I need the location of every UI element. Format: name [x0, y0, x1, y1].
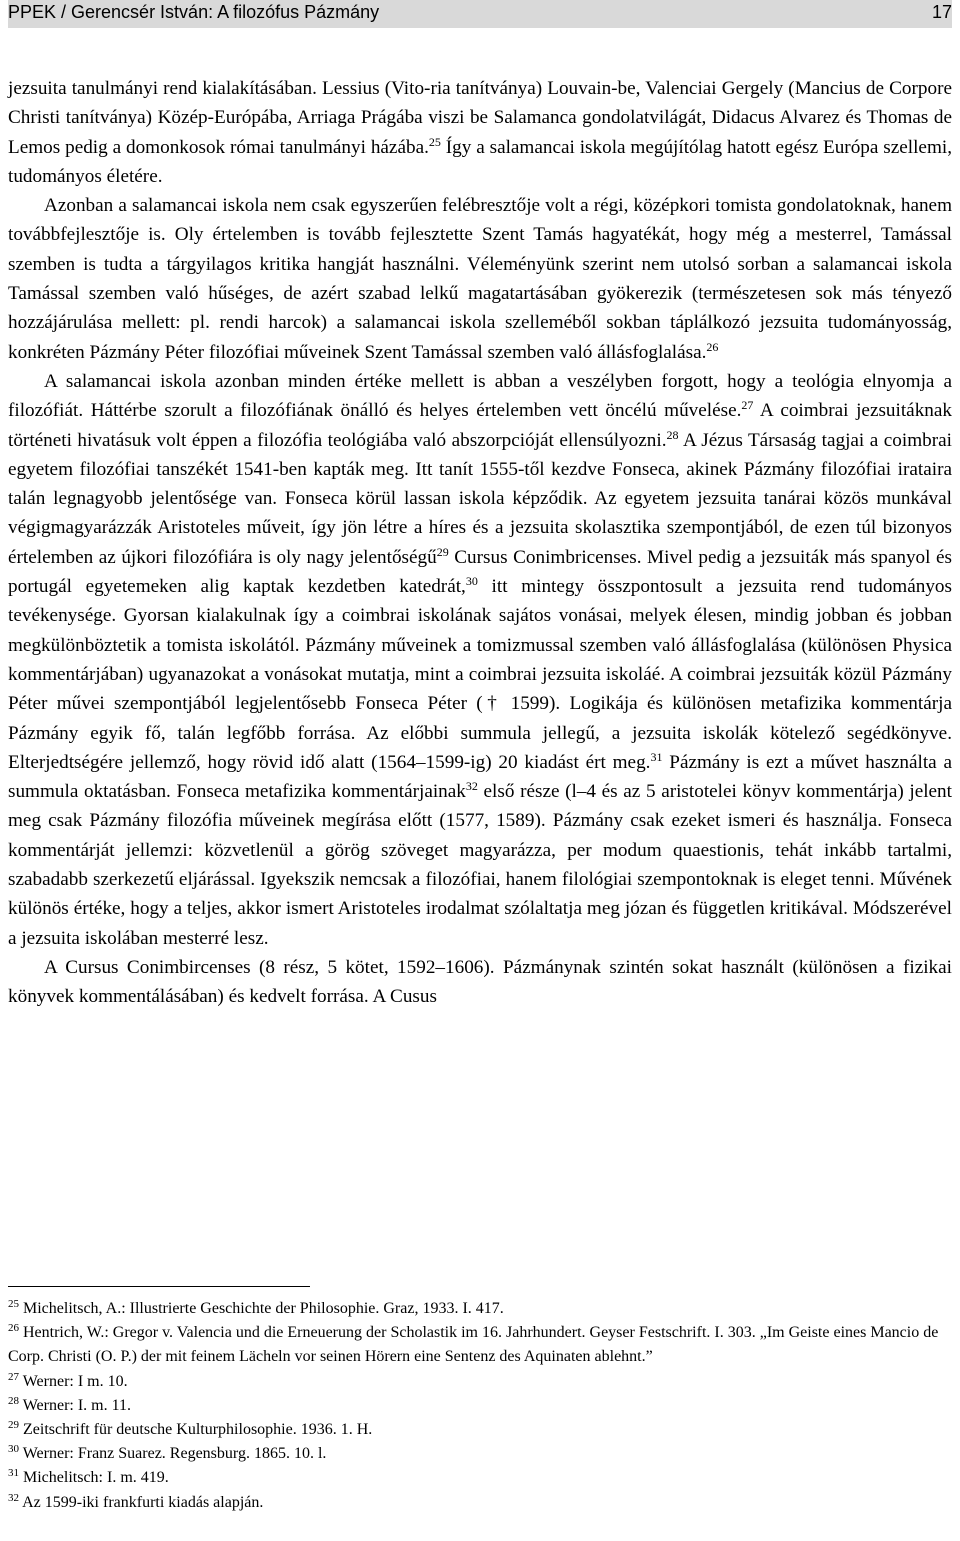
footnote-ref[interactable]: 25 [428, 134, 441, 149]
footnote [8, 1466, 952, 1490]
paragraph [8, 953, 952, 1012]
footnote-ref[interactable]: 27 [741, 398, 754, 413]
footnote-number: 28 [8, 1394, 19, 1407]
paragraph-text: Cursus Conimbricenses. Mivel pedig a jezsuiták más spanyol és portugál egyetemeken alig kaptak kezdetben katedrát, [8, 546, 952, 598]
footnote [8, 1491, 952, 1515]
footnote-ref[interactable]: 31 [650, 749, 663, 764]
footnote [8, 1370, 952, 1394]
paragraph-text: A Cursus Conimbircenses (8 rész, 5 kötet, 1592–1606). Pázmánynak szintén sokat használt (különösen a fizikai könyvek kommentálásában) és kedvelt forrása. A Cusus [8, 956, 952, 1008]
footnote-ref[interactable]: 32 [465, 779, 478, 794]
body-text [8, 74, 952, 1012]
footnote-ref[interactable]: 26 [706, 339, 719, 354]
footnote-separator [8, 1286, 310, 1287]
footnote [8, 1321, 952, 1369]
paragraph-text: Pázmány is ezt a művet használta a summula oktatásban. Fonseca metafizika kommentárjainak [8, 751, 952, 803]
paragraph [8, 191, 952, 367]
footnote-text: Werner: I m. 10. [22, 1372, 128, 1390]
footnotes [8, 1297, 952, 1515]
footnote-text: Michelitsch, A.: Illustrierte Geschichte der Philosophie. Graz, 1933. I. 417. [23, 1300, 504, 1317]
paragraph [8, 74, 952, 191]
footnote-text: Az 1599-iki frankfurti kiadás alapján. [22, 1493, 264, 1511]
paragraph-text: Így a salamancai iskola megújítólag hatott egész Európa szellemi, tudományos életére. [8, 136, 953, 187]
page-header [8, 0, 952, 28]
footnote-ref[interactable]: 30 [465, 574, 478, 589]
footnote [8, 1418, 952, 1442]
footnote-number: 29 [8, 1419, 19, 1432]
paragraph [8, 367, 952, 953]
footnote-number: 26 [8, 1322, 19, 1335]
footnote-text: Hentrich, W.: Gregor v. Valencia und die Erneuerung der Scholastik im 16. Jahrhundert. Geyser Festschrift. I. 303. „Im Geiste eines Mancio de Corp. Christi (O. P.) der mit feinem Lächeln vor seinen Hörern eine Sentenz des Aquinaten ablehnt.” [8, 1324, 939, 1366]
footnote-number: 31 [8, 1467, 19, 1480]
paragraph-text: első része (l–4 és az 5 aristotelei könyv kommentárja) jelent meg csak Pázmány filozófia műveinek megírása előtt (1577, 1589). Pázmány csak ezeket ismeri és használja. Fonseca kommentárját jellemzi: közvetlenül a görög szöveget magyarázza, per modum quaestionis, tehát inkább tartalmi, szabadabb szerkezetű eljárással. Igyekszik nemcsak a filozófiai, hanem filológiai szempontoknak is eleget tenni. Művének különös értéke, hogy a teljes, akkor ismert Aristoteles irodalmat szólaltatja meg józan és független kritikával. Módszerével a jezsuita iskolában mesterré lesz. [8, 781, 952, 949]
paragraph-text: itt mintegy összpontosult a jezsuita rend tudományos tevékenysége. Gyorsan kialakulnak így a coimbrai iskolának sajátos vonásai, melyek élesen, mindig jobban és jobban megkülönböztetik a tomista iskolától. Pázmány műveinek a tomizmussal szemben való állásfoglalása (különösen Physica kommentárjában) ugyanazokat a vonásokat mutatja, mint a coimbrai jezsuita iskoláé. A coimbrai jezsuiták közül Pázmány Péter művei szempontjából legjelentősebb Fonseca Péter († 1599). Logikája és különösen metafizika kommentárja Pázmány egyik fő, talán legfőbb forrása. Az előbbi summula jellegű, a jezsuita iskolák kötelező segédkönyve. Elterjedtségére jellemző, hogy rövid idő alatt (1564–1599-ig) 20 kiadást ért meg. [8, 576, 952, 773]
paragraph-text: jezsuita tanulmányi rend kialakításában. Lessius (Vito-ria tanítványa) Louvain-be, Valenciai Gergely (Mancius de Corpore Christi tanítványa) Közép-Európába, Arriaga Prágába viszi be Salamanca gondolatvilágát, Didacus Alvarez és Thomas de Lemos pedig a domonkosok római tanulmányi házába. [8, 78, 952, 158]
footnote-ref[interactable]: 29 [436, 544, 449, 559]
footnote-number: 32 [8, 1491, 19, 1504]
footnote-ref[interactable]: 28 [666, 427, 679, 442]
footnote-number: 27 [8, 1370, 19, 1383]
page-number: 17 [931, 2, 952, 22]
footnote-text: Zeitschrift für deutsche Kulturphilosophie. 1936. 1. H. [23, 1421, 373, 1439]
footnote-text: Werner: I. m. 11. [22, 1396, 132, 1414]
paragraph-text: A Jézus Társaság tagjai a coimbrai egyetem filozófiai tanszékét 1541-ben kapták meg. Itt tanít 1555-től kezdve Fonseca, akinek Pázmány filozófiai irataira talán legnagyobb jelentősége van. Fonseca körül lassan iskola képződik. Az egyetem jezsuita tanárai közös munkával végigmagyarázzák Aristoteles műveit, így jön létre a híres és a jezsuita skolasztika szempontjából, de ezen túl bizonyos értelemben az újkori filozófiára is oly nagy jelentőségű [8, 429, 952, 568]
footnote [8, 1297, 952, 1321]
footnote [8, 1442, 952, 1466]
footnote-text: Werner: Franz Suarez. Regensburg. 1865. 10. l. [22, 1445, 327, 1463]
footnote-text: Michelitsch: I. m. 419. [23, 1469, 169, 1487]
paragraph-text: A coimbrai jezsuitáknak történeti hivatásuk volt éppen a filozófia teológiába való abszorpcióját ellensúlyozni. [8, 400, 952, 451]
footnote [8, 1394, 952, 1418]
paragraph-text: Azonban a salamancai iskola nem csak egyszerűen felébresztője volt a régi, középkori tomista gondolatoknak, hanem továbbfejlesztője is. Oly értelemben is tovább fejlesztette Szent Tamás hagyatékát, hogy még a mesterrel, Tamással szemben is tudta a tárgyilagos kritika hangját használni. Véleményünk szerint nem utolsó sorban a salamancai iskola Tamással szemben való hűséges, de azért szabad lelkű magatartásában gyökerezik (természetesen sok más tényező hozzájárulása mellett: pl. rendi harcok) a salamancai iskola szelleméből sokban táplálkozó jezsuita tudományosság, konkréten Pázmány Péter filozófiai műveinek Szent Tamással szemben való állásfoglalása. [8, 195, 952, 363]
header-title: PPEK / Gerencsér István: A filozófus Pázmány [8, 2, 380, 22]
paragraph-text: A salamancai iskola azonban minden értéke mellett is abban a veszélyben forgott, hogy a teológia elnyomja a filozófiát. Háttérbe szorult a filozófiának önálló és helyes értelemben vett öncélú művelése. [8, 370, 952, 422]
footnote-number: 30 [8, 1443, 19, 1456]
footnote-number: 25 [8, 1298, 19, 1310]
